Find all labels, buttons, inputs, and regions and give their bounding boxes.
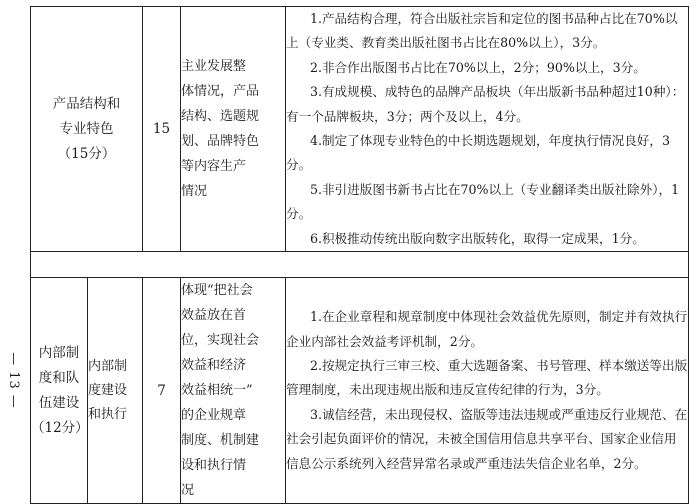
scoring-standard-cell xyxy=(286,278,689,504)
content-line: 效益和经济 xyxy=(181,358,247,374)
content-line: 主业发展整 xyxy=(181,59,247,75)
content-line: 位，实现社会 xyxy=(181,333,260,349)
scoring-standard-cell xyxy=(286,7,689,252)
standard-item: 2.非合作出版图书占比在70%以上，2分；90%以上，3分。 xyxy=(309,59,646,75)
table-row xyxy=(31,7,689,252)
content-line: 划、品牌特色 xyxy=(181,134,260,150)
score-cell: 7 xyxy=(143,278,181,504)
standard-item: 3.有成规模、成特色的品牌产品板块（年出版新书品种超过10种）：有一个品牌板块，3分；两个及以上，4分。 xyxy=(286,84,685,124)
content-line: 况 xyxy=(181,483,195,499)
content-line: 效益放在首 xyxy=(181,308,247,324)
content-line: 情况 xyxy=(181,184,208,200)
content-line: 体情况，产品 xyxy=(181,84,260,100)
evaluation-content-cell xyxy=(181,278,286,504)
subcategory-line: 和执行 xyxy=(88,406,128,422)
evaluation-content-cell xyxy=(181,7,286,252)
category-line: （12分） xyxy=(31,419,89,436)
content-line: 制度、机制建 xyxy=(181,433,260,449)
category-line: 度和队 xyxy=(38,369,80,386)
standard-item: 4.制定了体现专业特色的中长期选题规划，年度执行情况良好，3分。 xyxy=(286,133,670,173)
table-row xyxy=(31,278,689,504)
category-line: 产品结构和 xyxy=(52,95,121,112)
content-line: 等内容生产 xyxy=(181,159,247,175)
category-line: 专业特色 xyxy=(59,120,114,137)
category-line: 伍建设 xyxy=(38,394,80,411)
category-line: 内部制 xyxy=(38,344,80,361)
content-line: 的企业规章 xyxy=(181,408,247,424)
content-line: 效益相统一” xyxy=(181,383,253,399)
standard-item: 1.产品结构合理，符合出版社宗旨和定位的图书品种占比在70%以上（专业类、教育类出版社图书占比在80%以上），3分。 xyxy=(286,11,678,51)
content-line: 结构、选题规 xyxy=(181,109,260,125)
spacer-row xyxy=(31,252,689,278)
standard-item: 5.非引进版图书新书占比在70%以上（专业翻译类出版社除外），1分。 xyxy=(286,181,680,222)
category-cell xyxy=(31,7,143,252)
page-number: — 13 — xyxy=(5,351,21,409)
subcategory-line: 度建设 xyxy=(88,382,128,398)
empty-row xyxy=(31,252,689,278)
content-line: 设和执行情 xyxy=(181,458,247,474)
category-line: （15分） xyxy=(57,145,116,162)
content-line: 体现“把社会 xyxy=(181,283,253,299)
evaluation-table xyxy=(30,6,689,504)
subcategory-line: 内部制 xyxy=(88,358,128,374)
standard-item: 2.按规定执行三审三校、重大选题备案、书号管理、样本缴送等出版管理制度，未出现违规出版和违反宣传纪律的行为，3分。 xyxy=(286,357,688,398)
standard-item: 1.在企业章程和规章制度中体现社会效益优先原则，制定并有效执行企业内部社会效益考评机制，2分。 xyxy=(286,309,688,349)
subcategory-cell xyxy=(88,278,143,504)
standard-item: 6.积极推动传统出版向数字出版转化，取得一定成果，1分。 xyxy=(309,230,645,246)
category-cell xyxy=(31,278,88,504)
score-cell: 15 xyxy=(143,7,181,252)
standard-item: 3.诚信经营，未出现侵权、盗版等违法违规或严重违反行业规范、在社会引起负面评价的情况，未被全国信用信息共享平台、国家企业信用信息公示系统列入经营异常名录或严重违法失信企业名单，2分。 xyxy=(286,406,688,471)
